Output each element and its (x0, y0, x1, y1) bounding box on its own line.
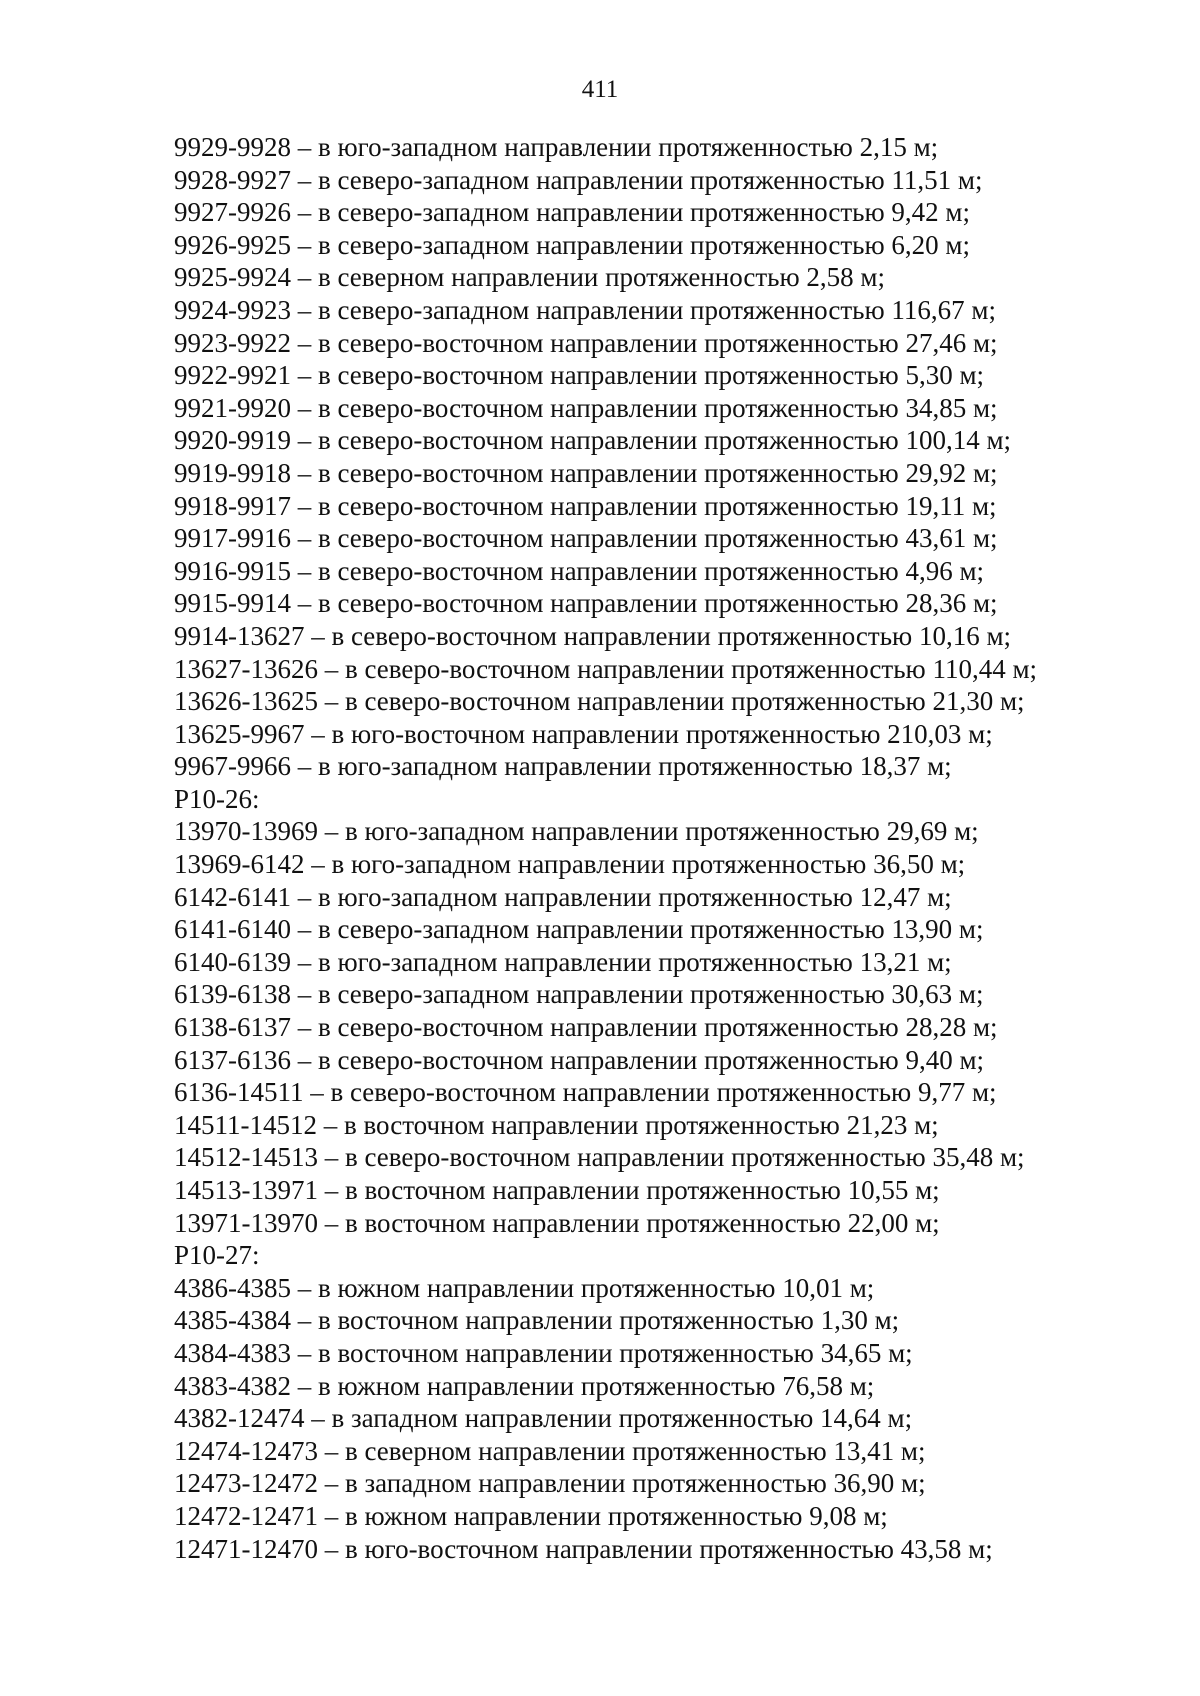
boundary-line: 13970-13969 – в юго-западном направлении протяженностью 29,69 м; (174, 816, 979, 847)
section-heading: Р10-26: (174, 783, 260, 814)
boundary-line: 9917-9916 – в северо-восточном направлении протяженностью 43,61 м; (174, 523, 998, 554)
boundary-line: 9919-9918 – в северо-восточном направлении протяженностью 29,92 м; (174, 457, 998, 488)
boundary-line: 9928-9927 – в северо-западном направлении протяженностью 11,51 м; (174, 164, 983, 195)
boundary-line: 9918-9917 – в северо-восточном направлении протяженностью 19,11 м; (174, 490, 997, 521)
boundary-line: 9915-9914 – в северо-восточном направлении протяженностью 28,36 м; (174, 588, 998, 619)
boundary-line: 6138-6137 – в северо-восточном направлении протяженностью 28,28 м; (174, 1012, 998, 1043)
boundary-line: 6139-6138 – в северо-западном направлении протяженностью 30,63 м; (174, 979, 984, 1010)
boundary-line: 4384-4383 – в восточном направлении протяженностью 34,65 м; (174, 1337, 913, 1368)
boundary-line: 4383-4382 – в южном направлении протяженностью 76,58 м; (174, 1370, 875, 1401)
boundary-line: 14512-14513 – в северо-восточном направлении протяженностью 35,48 м; (174, 1142, 1025, 1173)
boundary-description-list (174, 131, 1134, 1565)
boundary-line: 4382-12474 – в западном направлении протяженностью 14,64 м; (174, 1403, 913, 1434)
boundary-line: 4386-4385 – в южном направлении протяженностью 10,01 м; (174, 1272, 875, 1303)
boundary-line: 14513-13971 – в восточном направлении протяженностью 10,55 м; (174, 1175, 940, 1205)
boundary-line: 9921-9920 – в северо-восточном направлении протяженностью 34,85 м; (174, 392, 998, 423)
boundary-line: 9929-9928 – в юго-западном направлении протяженностью 2,15 м; (174, 132, 939, 162)
boundary-line: 12472-12471 – в южном направлении протяженностью 9,08 м; (174, 1500, 888, 1531)
boundary-line: 13625-9967 – в юго-восточном направлении протяженностью 210,03 м; (174, 718, 993, 749)
boundary-line: 13971-13970 – в восточном направлении протяженностью 22,00 м; (174, 1207, 940, 1238)
boundary-line: 14511-14512 – в восточном направлении протяженностью 21,23 м; (174, 1109, 939, 1140)
boundary-line: 9922-9921 – в северо-восточном направлении протяженностью 5,30 м; (174, 360, 985, 391)
boundary-line: 9926-9925 – в северо-западном направлении протяженностью 6,20 м; (174, 229, 970, 260)
boundary-line: 13969-6142 – в юго-западном направлении протяженностью 36,50 м; (174, 849, 966, 880)
boundary-line: 9916-9915 – в северо-восточном направлении протяженностью 4,96 м; (174, 555, 985, 586)
boundary-line: 6141-6140 – в северо-западном направлении протяженностью 13,90 м; (174, 914, 984, 945)
boundary-line: 6140-6139 – в юго-западном направлении протяженностью 13,21 м; (174, 946, 952, 977)
boundary-line: 9925-9924 – в северном направлении протяженностью 2,58 м; (174, 262, 886, 293)
boundary-line: 12473-12472 – в западном направлении протяженностью 36,90 м; (174, 1468, 926, 1499)
boundary-line: 9923-9922 – в северо-восточном направлении протяженностью 27,46 м; (174, 327, 998, 358)
boundary-line: 9920-9919 – в северо-восточном направлении протяженностью 100,14 м; (174, 425, 1012, 456)
boundary-line: 13626-13625 – в северо-восточном направлении протяженностью 21,30 м; (174, 686, 1025, 717)
boundary-line: 9914-13627 – в северо-восточном направлении протяженностью 10,16 м; (174, 620, 1012, 651)
boundary-line: 6136-14511 – в северо-восточном направлении протяженностью 9,77 м; (174, 1077, 997, 1108)
boundary-line: 9924-9923 – в северо-западном направлении протяженностью 116,67 м; (174, 294, 996, 325)
boundary-line: 9927-9926 – в северо-западном направлении протяженностью 9,42 м; (174, 197, 970, 228)
boundary-line: 6137-6136 – в северо-восточном направлении протяженностью 9,40 м; (174, 1044, 985, 1075)
boundary-line: 12474-12473 – в северном направлении протяженностью 13,41 м; (174, 1435, 926, 1466)
page-number: 411 (581, 76, 619, 103)
boundary-line: 13627-13626 – в северо-восточном направлении протяженностью 110,44 м; (174, 653, 1038, 684)
boundary-line: 9967-9966 – в юго-западном направлении протяженностью 18,37 м; (174, 751, 952, 782)
boundary-line: 4385-4384 – в восточном направлении протяженностью 1,30 м; (174, 1305, 900, 1336)
section-heading: Р10-27: (174, 1240, 260, 1271)
boundary-line: 12471-12470 – в юго-восточном направлении протяженностью 43,58 м; (174, 1533, 993, 1564)
boundary-line: 6142-6141 – в юго-западном направлении протяженностью 12,47 м; (174, 881, 952, 912)
